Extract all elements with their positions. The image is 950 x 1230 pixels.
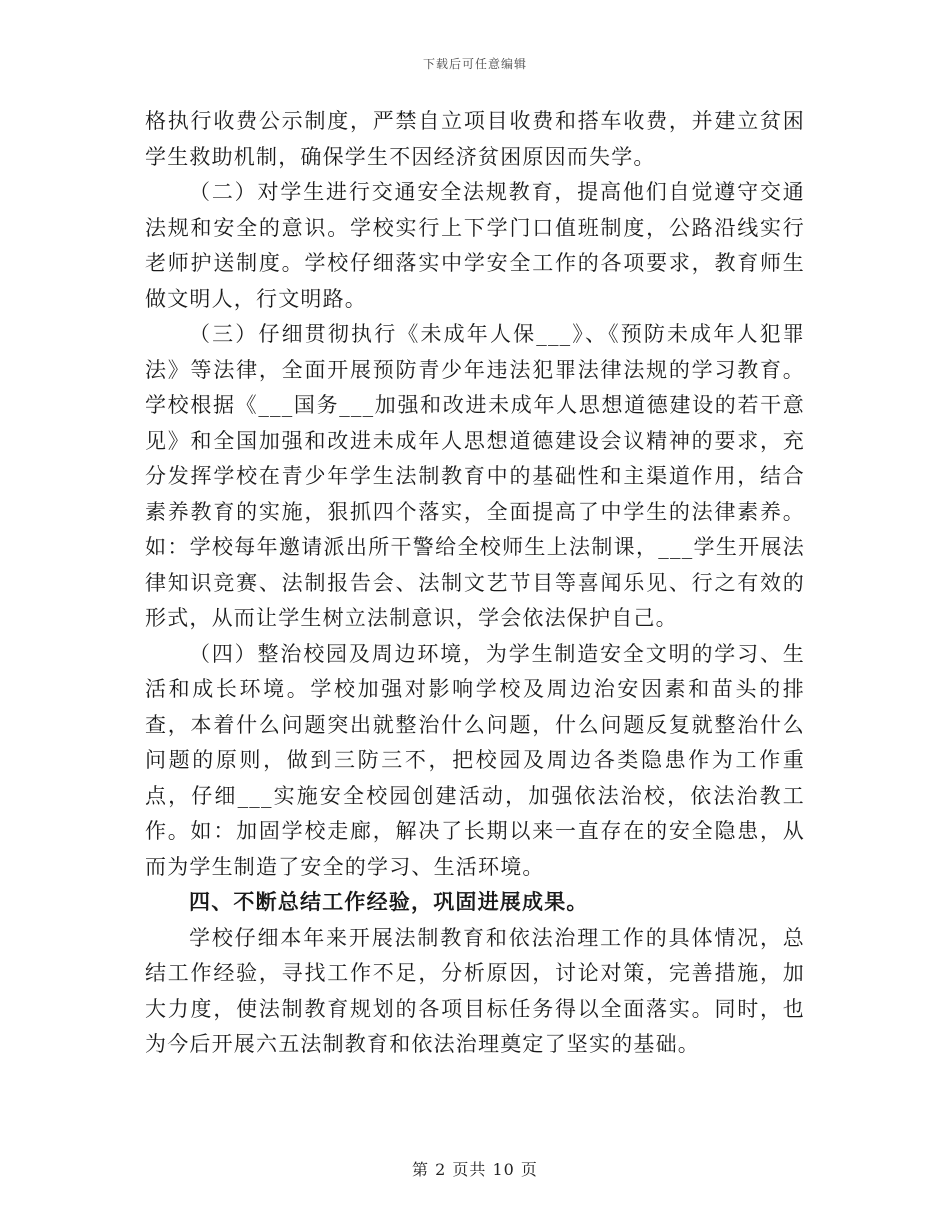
paragraph-section-3: （三）仔细贯彻执行《未成年人保___》、《预防未成年人犯罪法》等法律，全面开展预防青少年违法犯罪法律法规的学习教育。学校根据《___国务___加强和改进未成年人思想道德建设的若干意见》和全国加强和改进未成年人思想道德建设会议精神的要求，充分发挥学校在青少年学生法制教育中的基础性和主渠道作用，结合素养教育的实施，狠抓四个落实，全面提高了中学生的法律素养。如：学校每年邀请派出所干警给全校师生上法制课，___学生开展法律知识竞赛、法制报告会、法制文艺节目等喜闻乐见、行之有效的形式，从而让学生树立法制意识，学会依法保护自己。 [145, 322, 805, 630]
section-heading-4: 四、不断总结工作经验，巩固进展成果。 [189, 890, 589, 914]
paragraph-section-4: （四）整治校园及周边环境，为学生制造安全文明的学习、生活和成长环境。学校加强对影响学校及周边治安因素和苗头的排查，本着什么问题突出就整治什么问题，什么问题反复就整治什么问题的原则，做到三防三不，把校园及周边各类隐患作为工作重点，仔细___实施安全校园创建活动，加强依法治校，依法治教工作。如：加固学校走廊，解决了长期以来一直存在的安全隐患，从而为学生制造了安全的学习、生活环境。 [145, 641, 805, 879]
document-body [145, 104, 805, 1063]
page-number: 第 2 页共 10 页 [412, 1160, 538, 1179]
paragraph-continuation: 格执行收费公示制度，严禁自立项目收费和搭车收费，并建立贫困学生救助机制，确保学生不因经济贫困原因而失学。 [145, 109, 805, 169]
page-header-note: 下载后可任意编辑 [422, 57, 527, 71]
paragraph-section-2: （二）对学生进行交通安全法规教育，提高他们自觉遵守交通法规和安全的意识。学校实行上下学门口值班制度，公路沿线实行老师护送制度。学校仔细落实中学安全工作的各项要求，教育师生做文明人，行文明路。 [145, 180, 805, 311]
paragraph-summary: 学校仔细本年来开展法制教育和依法治理工作的具体情况，总结工作经验，寻找工作不足，分析原因，讨论对策，完善措施，加大力度，使法制教育规划的各项目标任务得以全面落实。同时，也为今后开展六五法制教育和依法治理奠定了坚实的基础。 [145, 925, 805, 1056]
